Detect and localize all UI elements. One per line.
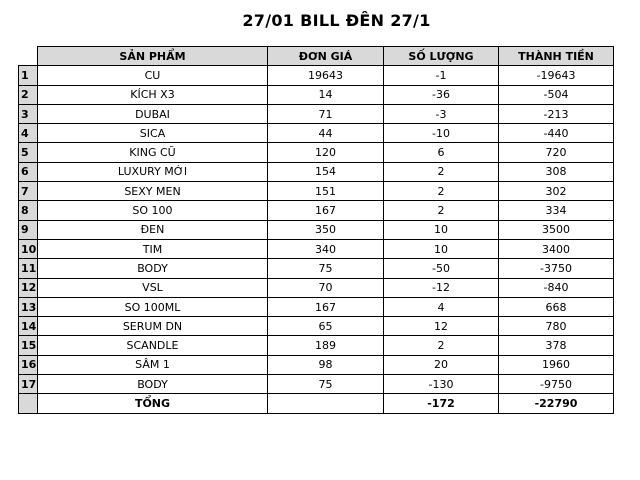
header-quantity[interactable]: SỐ LƯỢNG xyxy=(384,47,499,66)
line-total-cell[interactable]: 378 xyxy=(499,336,614,355)
unit-price-cell[interactable]: 71 xyxy=(268,104,384,123)
row-index xyxy=(19,394,38,413)
row-index: 3 xyxy=(19,104,38,123)
unit-price-cell[interactable]: 151 xyxy=(268,182,384,201)
line-total-cell[interactable]: 334 xyxy=(499,201,614,220)
line-total-cell[interactable]: -3750 xyxy=(499,259,614,278)
quantity-cell[interactable]: -1 xyxy=(384,66,499,85)
quantity-cell[interactable]: 2 xyxy=(384,336,499,355)
product-name-cell[interactable]: TIM xyxy=(38,239,268,258)
product-name-cell[interactable]: KING CŨ xyxy=(38,143,268,162)
unit-price-cell[interactable]: 167 xyxy=(268,297,384,316)
total-price-cell[interactable] xyxy=(268,394,384,413)
table-row xyxy=(19,220,614,239)
quantity-cell[interactable]: -130 xyxy=(384,375,499,394)
row-index: 8 xyxy=(19,201,38,220)
header-line-total[interactable]: THÀNH TIỀN xyxy=(499,47,614,66)
product-name-cell[interactable]: SEXY MEN xyxy=(38,182,268,201)
table-row xyxy=(19,104,614,123)
bill-table xyxy=(18,46,614,414)
quantity-cell[interactable]: 12 xyxy=(384,317,499,336)
product-name-cell[interactable]: SERUM DN xyxy=(38,317,268,336)
row-index: 16 xyxy=(19,355,38,374)
product-name-cell[interactable]: SO 100 xyxy=(38,201,268,220)
quantity-cell[interactable]: -50 xyxy=(384,259,499,278)
line-total-cell[interactable]: 668 xyxy=(499,297,614,316)
unit-price-cell[interactable]: 19643 xyxy=(268,66,384,85)
table-row xyxy=(19,143,614,162)
line-total-cell[interactable]: 1960 xyxy=(499,355,614,374)
total-amount[interactable]: -22790 xyxy=(499,394,614,413)
product-name-cell[interactable]: SCANDLE xyxy=(38,336,268,355)
line-total-cell[interactable]: 3400 xyxy=(499,239,614,258)
row-index: 11 xyxy=(19,259,38,278)
row-index: 13 xyxy=(19,297,38,316)
line-total-cell[interactable]: -440 xyxy=(499,124,614,143)
line-total-cell[interactable]: 3500 xyxy=(499,220,614,239)
unit-price-cell[interactable]: 75 xyxy=(268,375,384,394)
product-name-cell[interactable]: BODY xyxy=(38,259,268,278)
product-name-cell[interactable]: VSL xyxy=(38,278,268,297)
table-row xyxy=(19,355,614,374)
quantity-cell[interactable]: -3 xyxy=(384,104,499,123)
quantity-cell[interactable]: -10 xyxy=(384,124,499,143)
product-name-cell[interactable]: SICA xyxy=(38,124,268,143)
line-total-cell[interactable]: 308 xyxy=(499,162,614,181)
table-row xyxy=(19,278,614,297)
table-row xyxy=(19,375,614,394)
quantity-cell[interactable]: 4 xyxy=(384,297,499,316)
quantity-cell[interactable]: 2 xyxy=(384,182,499,201)
row-index: 12 xyxy=(19,278,38,297)
table-row xyxy=(19,259,614,278)
unit-price-cell[interactable]: 65 xyxy=(268,317,384,336)
table-row xyxy=(19,85,614,104)
unit-price-cell[interactable]: 340 xyxy=(268,239,384,258)
unit-price-cell[interactable]: 70 xyxy=(268,278,384,297)
row-index: 1 xyxy=(19,66,38,85)
line-total-cell[interactable]: 780 xyxy=(499,317,614,336)
table-row xyxy=(19,201,614,220)
quantity-cell[interactable]: 6 xyxy=(384,143,499,162)
product-name-cell[interactable]: ĐEN xyxy=(38,220,268,239)
table-row xyxy=(19,239,614,258)
row-index: 15 xyxy=(19,336,38,355)
line-total-cell[interactable]: -504 xyxy=(499,85,614,104)
row-index: 6 xyxy=(19,162,38,181)
quantity-cell[interactable]: 10 xyxy=(384,220,499,239)
quantity-cell[interactable]: 10 xyxy=(384,239,499,258)
header-product[interactable]: SẢN PHẨM xyxy=(38,47,268,66)
total-row xyxy=(19,394,614,413)
row-index: 7 xyxy=(19,182,38,201)
table-row xyxy=(19,66,614,85)
unit-price-cell[interactable]: 98 xyxy=(268,355,384,374)
row-index: 14 xyxy=(19,317,38,336)
quantity-cell[interactable]: -12 xyxy=(384,278,499,297)
line-total-cell[interactable]: -9750 xyxy=(499,375,614,394)
unit-price-cell[interactable]: 154 xyxy=(268,162,384,181)
header-unit-price[interactable]: ĐƠN GIÁ xyxy=(268,47,384,66)
unit-price-cell[interactable]: 75 xyxy=(268,259,384,278)
unit-price-cell[interactable]: 120 xyxy=(268,143,384,162)
table-row xyxy=(19,317,614,336)
table-row xyxy=(19,297,614,316)
line-total-cell[interactable]: 720 xyxy=(499,143,614,162)
product-name-cell[interactable]: LUXURY MỚI xyxy=(38,162,268,181)
line-total-cell[interactable]: -840 xyxy=(499,278,614,297)
row-index: 9 xyxy=(19,220,38,239)
product-name-cell[interactable]: SO 100ML xyxy=(38,297,268,316)
table-row xyxy=(19,124,614,143)
quantity-cell[interactable]: 20 xyxy=(384,355,499,374)
quantity-cell[interactable]: 2 xyxy=(384,162,499,181)
line-total-cell[interactable]: -19643 xyxy=(499,66,614,85)
total-label[interactable]: TỔNG xyxy=(38,394,268,413)
table-row xyxy=(19,182,614,201)
unit-price-cell[interactable]: 350 xyxy=(268,220,384,239)
product-name-cell[interactable]: KÍCH X3 xyxy=(38,85,268,104)
row-index: 5 xyxy=(19,143,38,162)
product-name-cell[interactable]: SÂM 1 xyxy=(38,355,268,374)
product-name-cell[interactable]: DUBAI xyxy=(38,104,268,123)
corner-cell xyxy=(19,47,38,66)
product-name-cell[interactable]: BODY xyxy=(38,375,268,394)
row-index: 4 xyxy=(19,124,38,143)
row-index: 2 xyxy=(19,85,38,104)
quantity-cell[interactable]: 2 xyxy=(384,201,499,220)
quantity-cell[interactable]: -36 xyxy=(384,85,499,104)
unit-price-cell[interactable]: 14 xyxy=(268,85,384,104)
unit-price-cell[interactable]: 167 xyxy=(268,201,384,220)
product-name-cell[interactable]: CU xyxy=(38,66,268,85)
table-row xyxy=(19,336,614,355)
table-row xyxy=(19,162,614,181)
line-total-cell[interactable]: 302 xyxy=(499,182,614,201)
unit-price-cell[interactable]: 44 xyxy=(268,124,384,143)
unit-price-cell[interactable]: 189 xyxy=(268,336,384,355)
total-quantity[interactable]: -172 xyxy=(384,394,499,413)
row-index: 17 xyxy=(19,375,38,394)
page-title: 27/01 BILL ĐÊN 27/1 xyxy=(242,11,431,30)
header-row xyxy=(19,47,614,66)
row-index: 10 xyxy=(19,239,38,258)
line-total-cell[interactable]: -213 xyxy=(499,104,614,123)
